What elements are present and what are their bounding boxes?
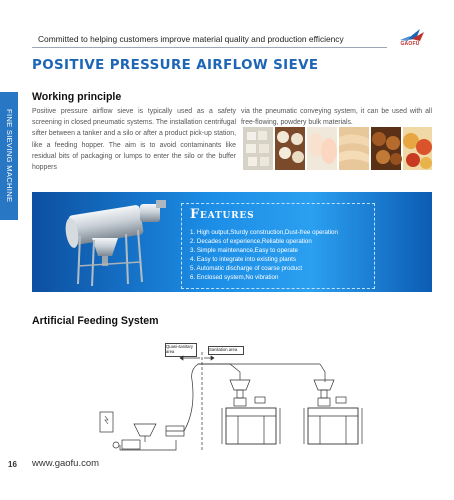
- zone-label-sanitation: Sanitation area: [208, 346, 244, 355]
- artificial-feeding-heading: Artificial Feeding System: [32, 315, 159, 327]
- working-principle-text-col2: via the pneumatic conveying system, it can be used with all free-flowing, powdery bulk materials.: [241, 108, 432, 127]
- feature-item: 5. Automatic discharge of coarse product: [190, 265, 303, 273]
- features-list: [190, 228, 338, 283]
- feature-item: 1. High output,Sturdy construction,Dust-free operation: [190, 229, 338, 236]
- website-url[interactable]: www.gaofu.com: [32, 458, 100, 469]
- food-photo-strip: [243, 127, 432, 170]
- header-divider: [32, 47, 387, 48]
- airflow-sieve-machine-image: [60, 196, 180, 290]
- side-tab-label: FINE SIEVING MACHINE: [5, 109, 14, 203]
- working-principle-text-col1: Positive pressure airflow sieve is typically used as a safety screening in closed pneumatic systems. The installation centrifugal sifter between a tanker and a silo or after a product pick-up station, like a feeding hopper. The aim is to avoid contaminants like residual bits of packaging or lumps to enter the silo or the buffer hoppers: [32, 108, 236, 172]
- feeding-system-diagram: [80, 350, 370, 456]
- working-principle-heading: Working principle: [32, 91, 122, 103]
- feature-item: 4. Easy to integrate into existing plants: [190, 256, 296, 264]
- logo-wordmark: GAOFU: [400, 41, 420, 47]
- feature-item: 3. Simple maintenance,Easy to operate: [190, 247, 299, 255]
- header-tagline: Committed to helping customers improve material quality and production efficiency: [38, 34, 344, 44]
- feature-item: 6. Enclosed system,No vibration: [190, 274, 279, 282]
- zone-label-quasi-sanitary: Quasi-sanitary area: [165, 343, 197, 357]
- page-title: POSITIVE PRESSURE AIRFLOW SIEVE: [32, 58, 319, 73]
- feature-item: 2. Decades of experience,Reliable operation: [190, 238, 312, 246]
- features-title: Features: [190, 207, 255, 222]
- gaofu-logo-icon: [386, 26, 432, 52]
- page-number: 16: [8, 460, 17, 469]
